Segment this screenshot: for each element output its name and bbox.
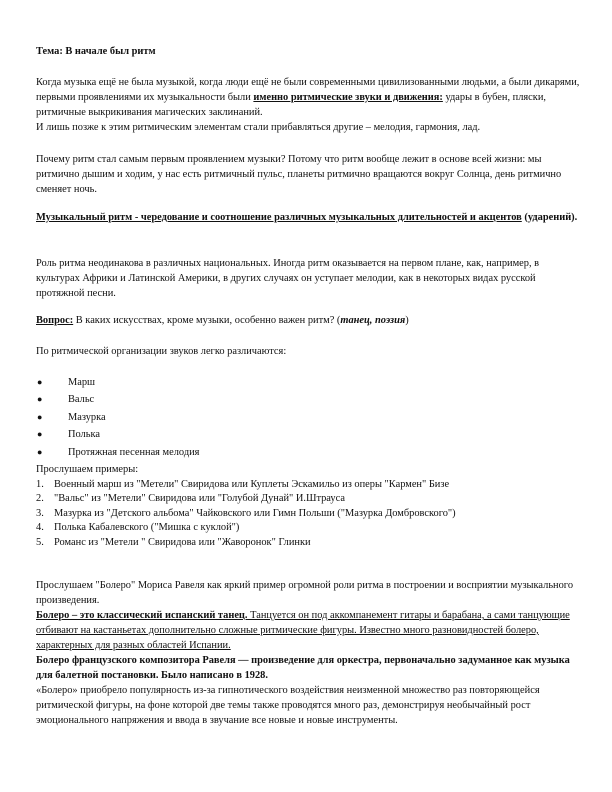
organization-paragraph: [36, 344, 582, 359]
example-number: 5.: [36, 536, 44, 548]
bolero-dance-description: Танцуется он под аккомпанемент гитары и барабана, а сами танцующие отбивают на кастаньетах дополнительно сложные ритмические фигуры. Известно много разновидностей болеро, характерных для разных областей Испании.: [36, 610, 570, 651]
list-item: [36, 392, 582, 409]
bullet-icon: ●: [37, 446, 43, 457]
example-text: Мазурка из "Детского альбома" Чайковского или Гимн Польши ("Мазурка Домбровского"): [54, 507, 456, 519]
topic-heading: [36, 44, 582, 59]
intro-text-start: Когда музыка ещё не была музыкой, когда люди ещё не были современными цивилизованными людьми, а были дикарями, первыми проявлениями их музыкальности были: [36, 77, 580, 103]
example-item: [36, 506, 582, 520]
list-item: [36, 445, 582, 462]
organization-text: По ритмической организации звуков легко различаются:: [36, 346, 287, 357]
why-rhythm-paragraph: [36, 152, 582, 197]
definition-paragraph: [36, 210, 582, 225]
example-number: 2.: [36, 493, 44, 505]
bolero-section: [36, 578, 582, 728]
bolero-popularity-paragraph: «Болеро» приобрело популярность из-за гипнотического воздействия неизменной множество раз повторяющейся ритмической фигуры, на фоне которой две темы также проводятся много раз, демонстрируя необычайный рост эмоционального напряжения и ввода в звучание все новые и новые инструменты.: [36, 685, 540, 726]
example-number: 4.: [36, 522, 44, 534]
intro-paragraph: [36, 75, 582, 135]
topic-title: Тема: В начале был ритм: [36, 46, 156, 57]
definition-term: Музыкальный ритм - чередование и соотношение различных музыкальных длительностей и акцентов: [36, 212, 522, 223]
list-item: [36, 410, 582, 427]
example-text: "Вальс" из "Метели" Свиридова или "Голубой Дунай" И.Штрауса: [54, 493, 345, 505]
list-item-label: Протяжная песенная мелодия: [68, 446, 200, 458]
examples-list: [36, 477, 582, 549]
question-text: [36, 313, 582, 328]
bullet-icon: ●: [37, 429, 43, 440]
why-rhythm-text: Почему ритм стал самым первым проявлением музыки? Потому что ритм вообще лежит в основе всей жизни: мы ритмично дышим и ходим, у нас есть ритмичный пульс, планеты ритмично вращаются вокруг Солнца, день ритмично сменяет ночь.: [36, 154, 562, 195]
question-answer: танец, поэзия: [340, 315, 406, 326]
question-close: ): [405, 315, 409, 326]
bolero-dance-paragraph: [36, 608, 582, 653]
example-item: [36, 491, 582, 505]
example-text: Военный марш из "Метели" Свиридова или Куплеты Эскамильо из оперы "Кармен" Бизе: [54, 479, 450, 490]
example-text: Полька Кабалевского ("Мишка с куклой"): [54, 522, 240, 534]
bolero-ravel-paragraph: Болеро французского композитора Равеля — произведение для оркестра, первоначально задуманное как музыка для балетной постановки. Было написано в 1928.: [36, 655, 570, 681]
list-item-label: Мазурка: [68, 411, 106, 423]
role-text: Роль ритма неодинакова в различных национальных. Иногда ритм оказывается на первом плане, как, например, в культурах Африки и Латинской Америки, в других случаях он уступает мелодии, как в некоторых видах русской протяжной песни.: [36, 258, 540, 299]
bolero-dance-definition: Болеро – это классический испанский танец.: [36, 610, 248, 621]
example-item: [36, 477, 582, 491]
list-item: [36, 427, 582, 444]
bullet-icon: ●: [37, 394, 43, 405]
bolero-intro: Прослушаем "Болеро" Мориса Равеля как яркий пример огромной роли ритма в построении и восприятии музыкального произведения.: [36, 580, 574, 606]
intro-text-end: удары в бубен, пляски, ритмичные выкрикивания магических заклинаний.: [36, 92, 546, 118]
examples-heading-text: Прослушаем примеры:: [36, 464, 139, 475]
intro-text: [36, 75, 582, 120]
bullet-icon: ●: [37, 411, 43, 422]
example-number: 1.: [36, 479, 44, 490]
example-number: 3.: [36, 507, 44, 519]
definition-tail: (ударений).: [521, 212, 578, 223]
definition-text: [36, 210, 582, 225]
list-item-label: Марш: [68, 377, 96, 388]
bullet-icon: ●: [37, 377, 43, 387]
list-item-label: Полька: [68, 429, 100, 441]
example-item: [36, 520, 582, 534]
role-paragraph: [36, 256, 582, 301]
list-item: [36, 375, 582, 392]
intro-later-elements: И лишь позже к этим ритмическим элементам стали прибавляться другие – мелодия, гармония, лад.: [36, 122, 481, 133]
question-paragraph: [36, 313, 582, 328]
examples-heading: [36, 462, 582, 477]
intro-emphasis: именно ритмические звуки и движения:: [253, 92, 443, 103]
example-text: Романс из "Метели " Свиридова или "Жаворонок" Глинки: [54, 536, 311, 548]
example-item: [36, 535, 582, 549]
question-label: Вопрос:: [36, 315, 74, 326]
question-body: В каких искусствах, кроме музыки, особенно важен ритм? (: [73, 315, 341, 326]
list-item-label: Вальс: [68, 394, 95, 406]
genre-list: [36, 375, 582, 462]
